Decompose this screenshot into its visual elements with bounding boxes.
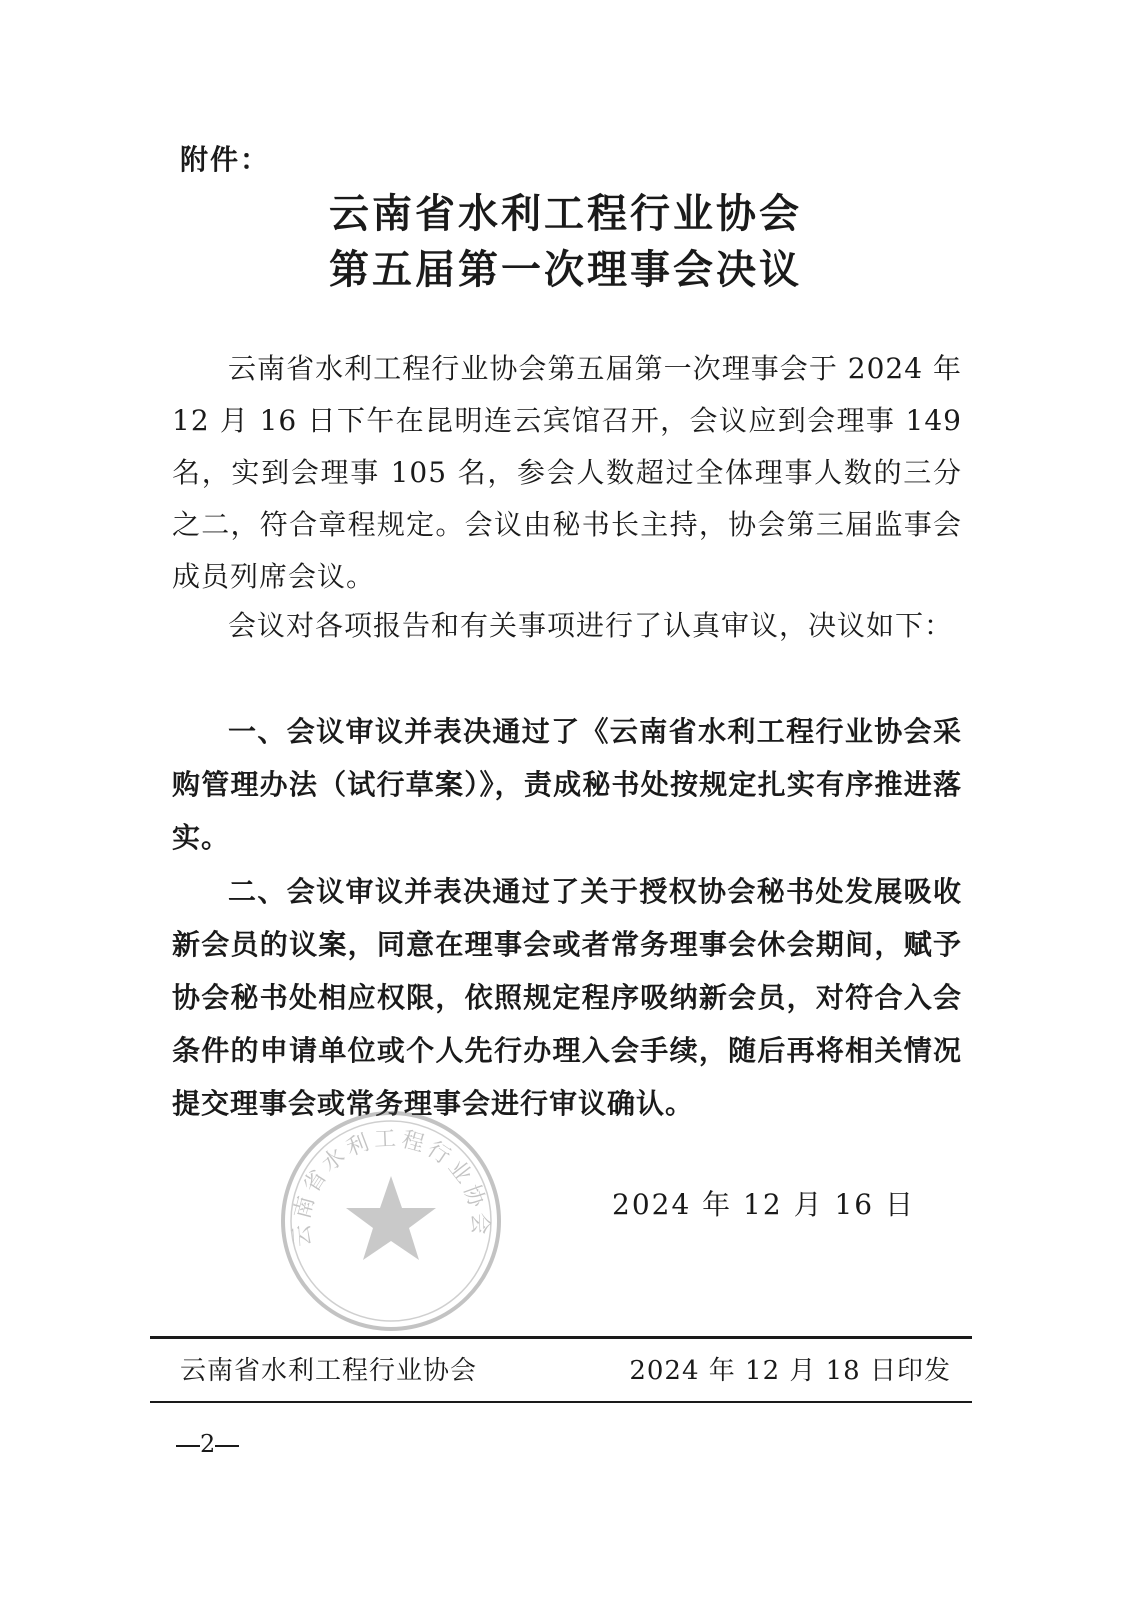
resolution-intro-paragraph: 会议对各项报告和有关事项进行了认真审议，决议如下： xyxy=(228,609,954,642)
page-number-value: 2 xyxy=(200,1430,216,1458)
document-title-line-1: 云南省水利工程行业协会 xyxy=(329,190,802,237)
footer-issue-date: 2024 年 12 月 18 日印发 xyxy=(629,1356,951,1386)
footer-issuer: 云南省水利工程行业协会 xyxy=(180,1356,478,1386)
seal-text: 云南省水利工程行业协会 xyxy=(289,1126,493,1248)
page-number-dash-right xyxy=(215,1445,239,1447)
attachment-label: 附件： xyxy=(180,143,271,176)
official-seal xyxy=(276,1106,506,1336)
resolution-item-2: 二、会议审议并表决通过了关于授权协会秘书处发展吸收新会员的议案，同意在理事会或者常务理事会休会期间，赋予协会秘书处相应权限，依照规定程序吸纳新会员，对符合入会条件的申请单位或个人先行办理入会手续，随后再将相关情况提交理事会或常务理事会进行审议确认。 xyxy=(172,875,962,1120)
page-number xyxy=(176,1430,239,1458)
seal-star-icon xyxy=(346,1176,436,1260)
resolution-item-1: 一、会议审议并表决通过了《云南省水利工程行业协会采购管理办法（试行草案）》，责成秘书处按规定扎实有序推进落实。 xyxy=(172,715,962,854)
resolution-date: 2024 年 12 月 16 日 xyxy=(612,1188,916,1221)
page-number-dash-left xyxy=(176,1445,200,1447)
document-title-line-2: 第五届第一次理事会决议 xyxy=(329,246,802,293)
opening-paragraph: 云南省水利工程行业协会第五届第一次理事会于 2024 年 12 月 16 日下午在昆明连云宾馆召开，会议应到会理事 149 名，实到会理事 105 名，参会人数超过全体理事人数的三分之二，符合章程规定。会议由秘书长主持，协会第三届监事会成员列席会议。 xyxy=(172,352,962,593)
footer-bottom-rule xyxy=(150,1401,972,1403)
footer-top-rule xyxy=(150,1336,972,1339)
